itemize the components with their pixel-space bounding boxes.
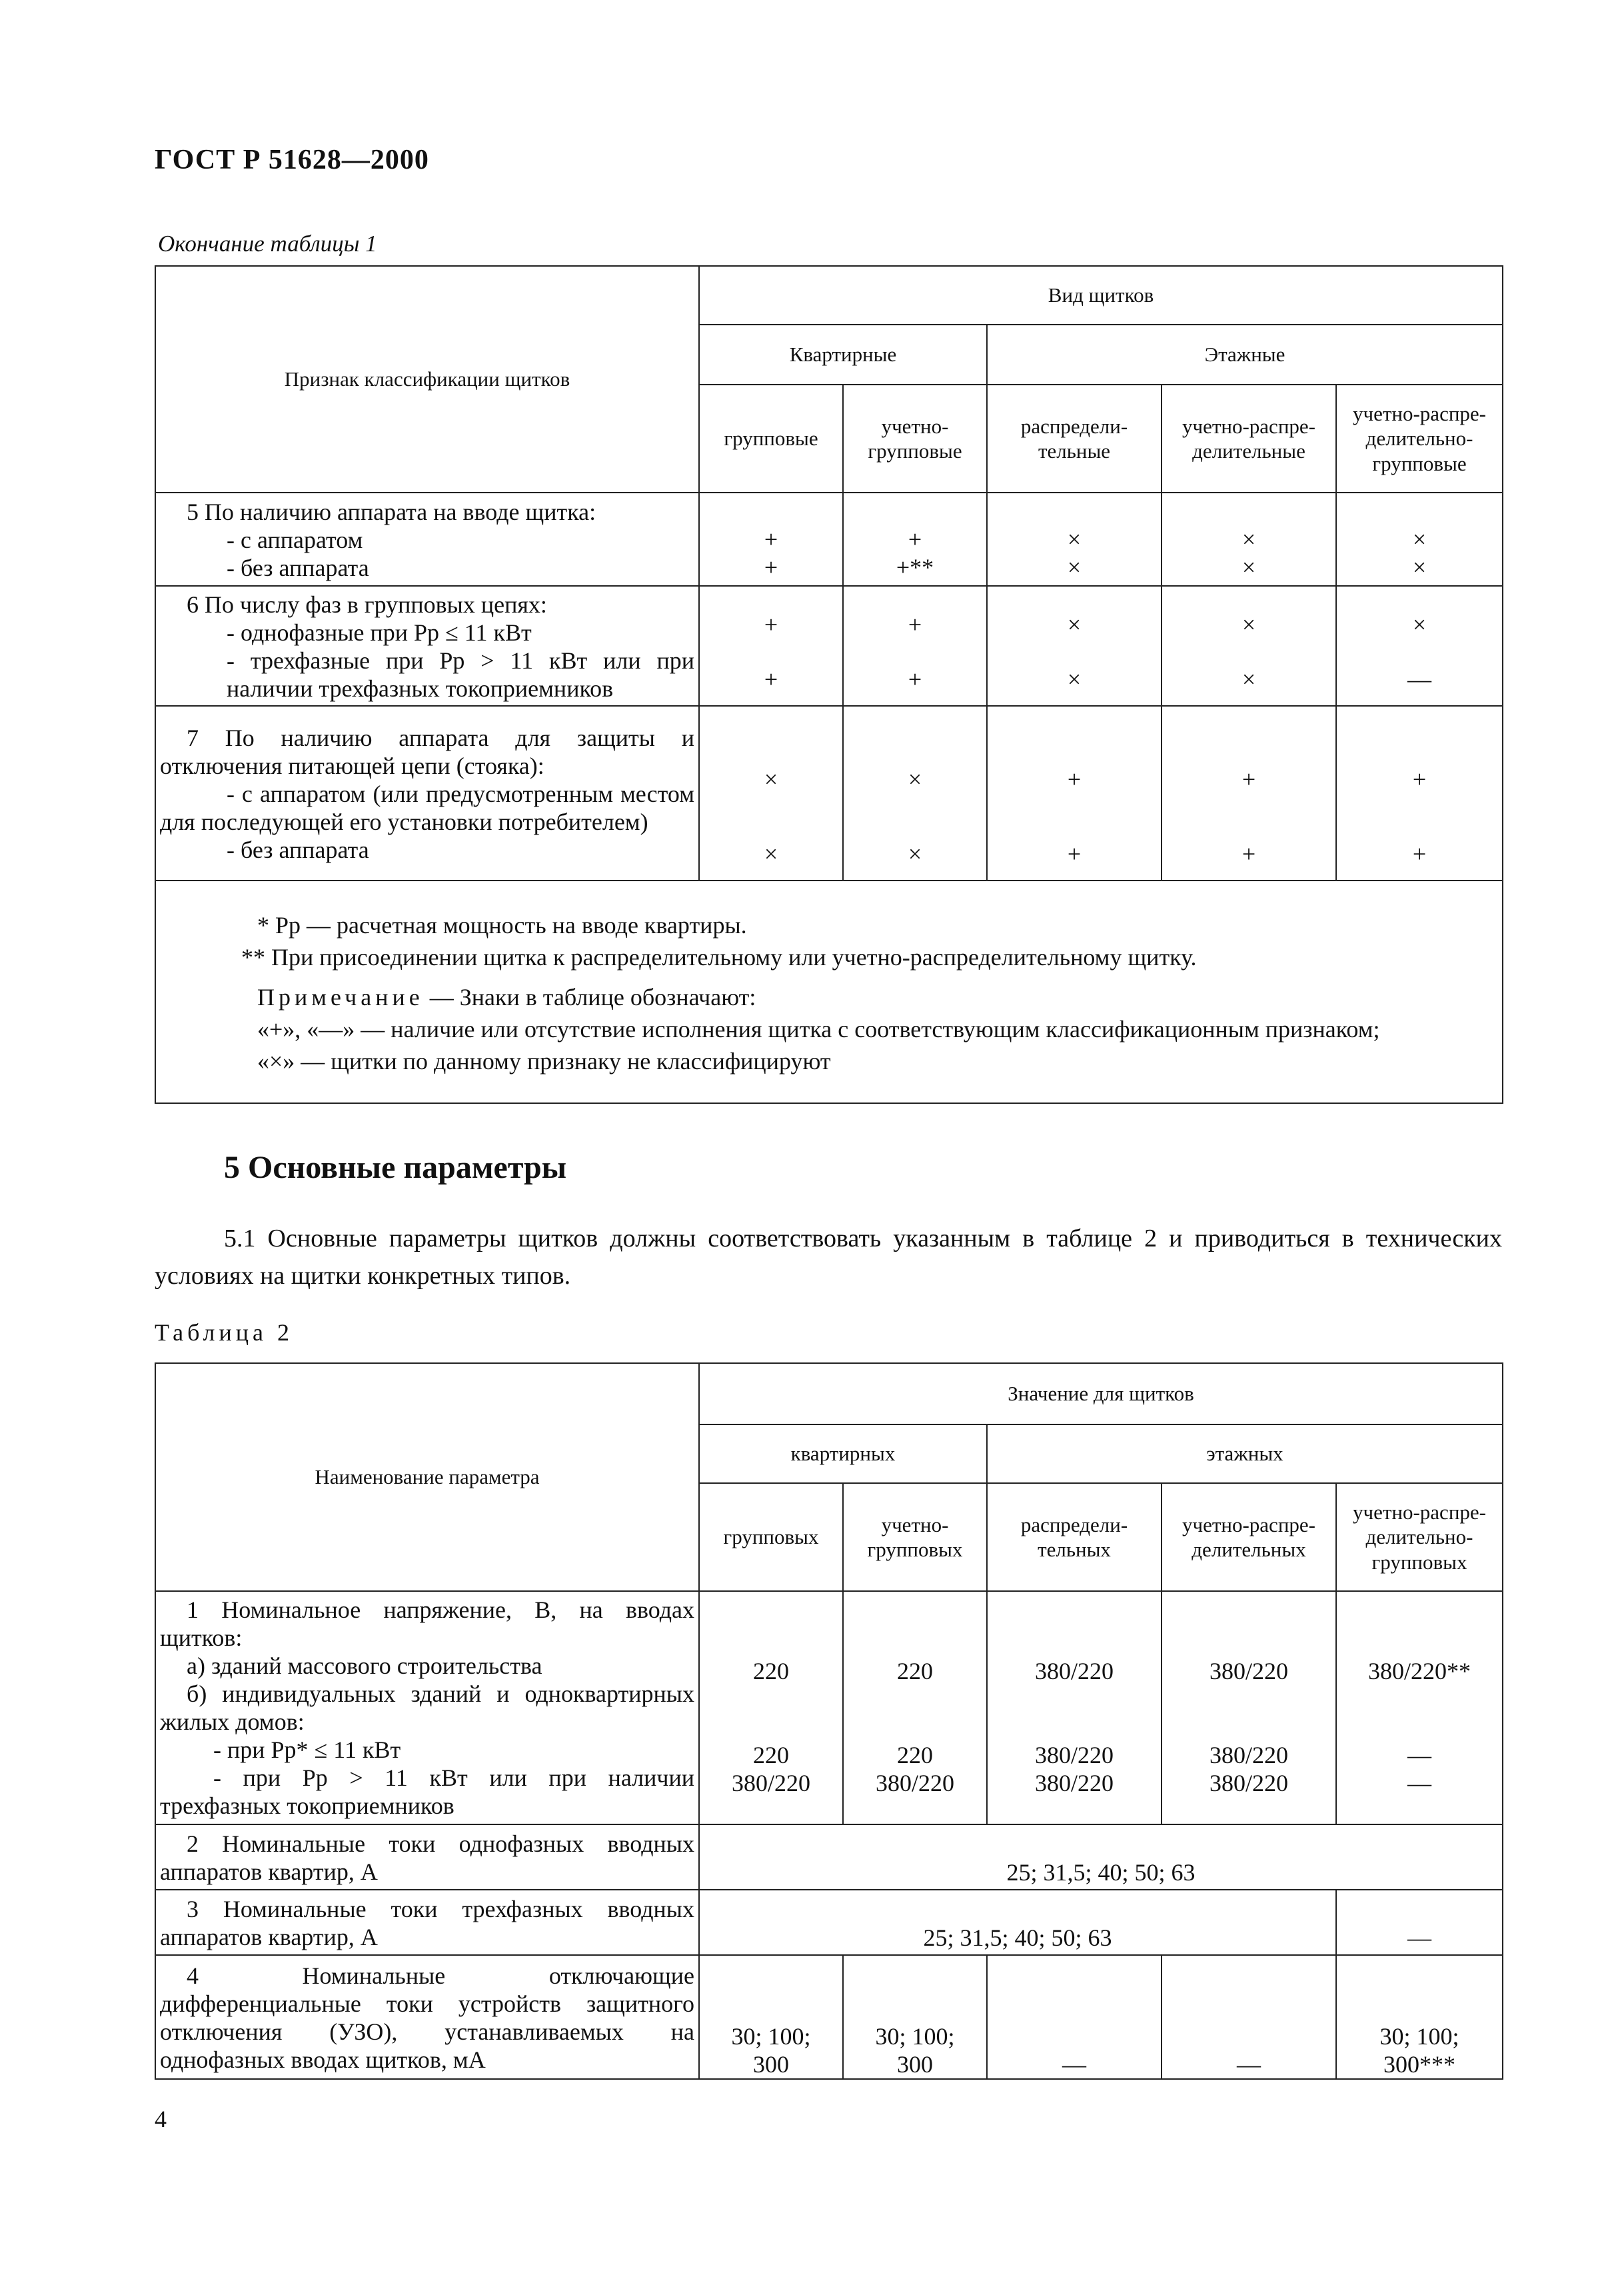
t1-r5-c1: + + <box>699 493 843 586</box>
t1-r6-c1: + + <box>699 586 843 706</box>
t1-footnotes <box>155 881 1503 1103</box>
t2-row1-label: 1 Номинальное напряжение, В, на вводах щитков: а) зданий массового строительства б) индивидуальных зданий и одноквартирных жилых домов: - при Pр* ≤ 11 кВт - при Pр > 11 кВт или при наличии трехфазных токоприемников <box>155 1591 699 1824</box>
t1-row6-label: 6 По числу фаз в групповых цепях: - однофазные при Pр ≤ 11 кВт - трехфазные при Pр > 11 кВт или при наличии трехфазных токоприемников <box>155 586 699 706</box>
table2-caption: Таблица 2 <box>155 1319 293 1346</box>
t1-r6-c2: + + <box>843 586 987 706</box>
t2-r1-c3: 380/220 380/220 380/220 <box>987 1591 1162 1824</box>
t1-col-group: групповые <box>699 385 843 493</box>
t1-r7-c4: + + <box>1162 706 1336 881</box>
t2-col-group: групповых <box>699 1483 843 1591</box>
page-number: 4 <box>155 2106 167 2132</box>
t1-r6-c3: × × <box>987 586 1162 706</box>
t1-floor-header: Этажные <box>987 325 1503 385</box>
t2-row3-label: 3 Номинальные токи трехфазных вводных аппаратов квартир, А <box>155 1890 699 1955</box>
t2-col-meter-distrib-group: учетно-распре- делительно- групповых <box>1336 1483 1503 1591</box>
t2-r1-c1: 220 220 380/220 <box>699 1591 843 1824</box>
section-5-paragraph: 5.1 Основные параметры щитков должны соответствовать указанным в таблице 2 и приводиться в технических условиях на щитки конкретных типов. <box>155 1224 1502 1290</box>
t1-row7-label: 7 По наличию аппарата для защиты и отключения питающей цепи (стояка): - с аппаратом (или предусмотренным местом для последующей его установки потребителем) - без аппарата <box>155 706 699 881</box>
t1-r7-c1: × × <box>699 706 843 881</box>
t2-row-2 <box>155 1824 1503 1890</box>
t2-param-header: Наименование параметра <box>155 1363 699 1591</box>
t1-r5-c5: × × <box>1336 493 1503 586</box>
t2-row3-last: — <box>1336 1890 1503 1955</box>
t1-note-1: «+», «—» — наличие или отсутствие исполнения щитка с соответствующим классификационным признаком; <box>257 1016 1380 1043</box>
t1-kind-header: Вид щитков <box>699 266 1503 325</box>
t2-r1-c4: 380/220 380/220 380/220 <box>1162 1591 1336 1824</box>
table1 <box>155 265 1503 1104</box>
t2-r1-c2: 220 220 380/220 <box>843 1591 987 1824</box>
t1-r5-c2: + +** <box>843 493 987 586</box>
t2-value-header: Значение для щитков <box>699 1363 1503 1424</box>
t2-col-meter-group: учетно- групповых <box>843 1483 987 1591</box>
table1-caption: Окончание таблицы 1 <box>158 231 377 257</box>
t1-note-2: «×» — щитки по данному признаку не классифицируют <box>257 1048 831 1075</box>
t1-footnote-1: * Pр — расчетная мощность на вводе квартиры. <box>257 912 747 939</box>
t1-r7-c2: × × <box>843 706 987 881</box>
t1-row5-label: 5 По наличию аппарата на вводе щитка: - с аппаратом - без аппарата <box>155 493 699 586</box>
t2-r4-c1: 30; 100; 300 <box>699 1955 843 2079</box>
t1-row-5 <box>155 493 1503 586</box>
t2-col-distrib: распредели- тельных <box>987 1483 1162 1591</box>
t2-row3-value: 25; 31,5; 40; 50; 63 <box>699 1890 1336 1955</box>
t2-row-3 <box>155 1890 1503 1955</box>
t1-r7-c3: + + <box>987 706 1162 881</box>
document-header: ГОСТ Р 51628—2000 <box>155 145 429 175</box>
t1-col-meter-distrib: учетно-распре- делительные <box>1162 385 1336 493</box>
t2-row2-label: 2 Номинальные токи однофазных вводных аппаратов квартир, А <box>155 1824 699 1890</box>
t2-r4-c4: — <box>1162 1955 1336 2079</box>
t1-col-meter-group: учетно- групповые <box>843 385 987 493</box>
t2-row4-label: 4 Номинальные отключающие дифференциальные токи устройств защитного отключения (УЗО), устанавливаемых на однофазных вводах щитков, мА <box>155 1955 699 2079</box>
t2-r4-c5: 30; 100; 300*** <box>1336 1955 1503 2079</box>
table2 <box>155 1362 1503 2080</box>
t1-apartment-header: Квартирные <box>699 325 987 385</box>
t1-col-meter-distrib-group: учетно-распре- делительно- групповые <box>1336 385 1503 493</box>
t2-row-4 <box>155 1955 1503 2079</box>
t2-r1-c5: 380/220** — — <box>1336 1591 1503 1824</box>
t1-r6-c4: × × <box>1162 586 1336 706</box>
t2-r4-c3: — <box>987 1955 1162 2079</box>
t2-floor-header: этажных <box>987 1424 1503 1483</box>
t1-r6-c5: × — <box>1336 586 1503 706</box>
t1-r5-c3: × × <box>987 493 1162 586</box>
t1-footnote-2: ** При присоединении щитка к распределительному или учетно-распределительному щитку. <box>241 944 1197 971</box>
t2-apartment-header: квартирных <box>699 1424 987 1483</box>
t1-r7-c5: + + <box>1336 706 1503 881</box>
t1-r5-c4: × × <box>1162 493 1336 586</box>
t1-row-7 <box>155 706 1503 881</box>
t1-col-distrib: распредели- тельные <box>987 385 1162 493</box>
t2-row-1 <box>155 1591 1503 1824</box>
t2-r4-c2: 30; 100; 300 <box>843 1955 987 2079</box>
section-5-title: 5 Основные параметры <box>224 1150 567 1185</box>
t2-row2-value: 25; 31,5; 40; 50; 63 <box>699 1824 1503 1890</box>
t1-feature-header: Признак классификации щитков <box>155 266 699 493</box>
t1-note: Примечание — Знаки в таблице обозначают: <box>257 984 756 1011</box>
t1-row-6 <box>155 586 1503 706</box>
t2-col-meter-distrib: учетно-распре- делительных <box>1162 1483 1336 1591</box>
